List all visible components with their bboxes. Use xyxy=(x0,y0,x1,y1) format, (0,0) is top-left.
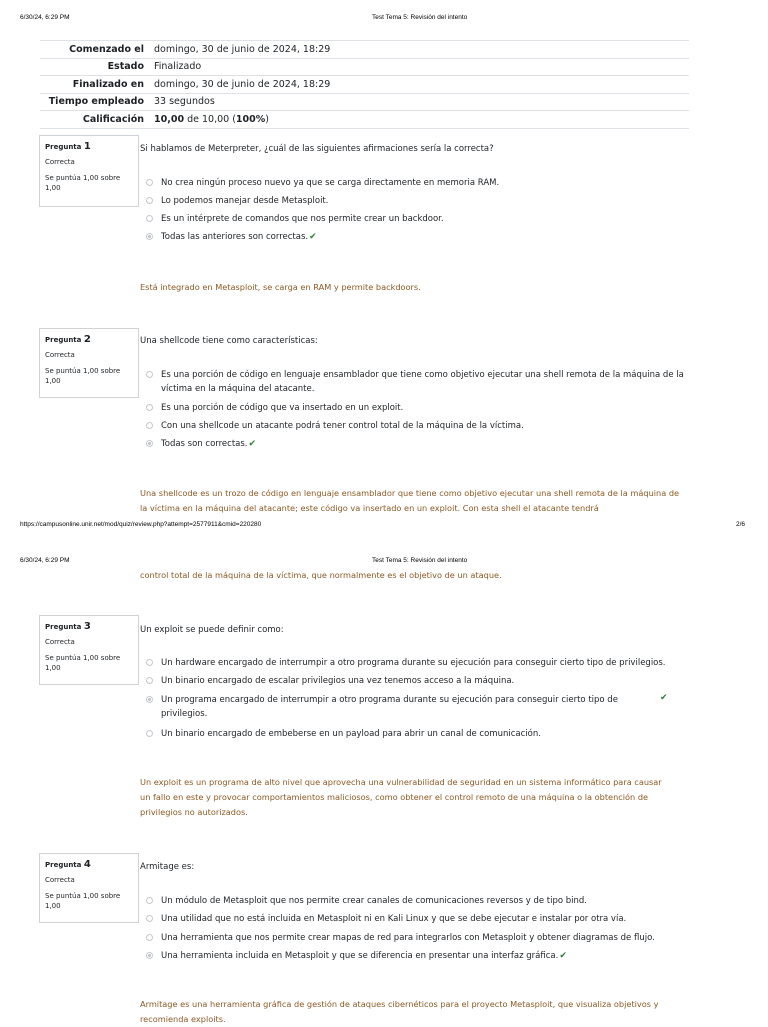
question-state: Correcta xyxy=(45,637,75,646)
radio-button[interactable] xyxy=(146,179,153,186)
radio-button-checked[interactable] xyxy=(146,696,153,703)
question-feedback-3: Un exploit es un programa de alto nivel que aprovecha una vulnerabilidad de seguridad en un sistema informático para causar un fallo en este y provocar comportamientos maliciosos, como obtener el control remoto de una máquina o la obtención de privilegios no autorizados. xyxy=(140,777,662,817)
answer-option[interactable]: No crea ningún proceso nuevo ya que se carga directamente en memoria RAM. xyxy=(146,176,499,190)
grade-score: 10,00 xyxy=(154,113,185,125)
question-feedback-4: Armitage es una herramienta gráfica de gestión de ataques cibernéticos para el proyecto Metasploit, que visualiza objetivos y recomienda exploits. xyxy=(140,999,659,1024)
question-text-2: Una shellcode tiene como características: xyxy=(140,336,318,346)
radio-button-checked[interactable] xyxy=(146,233,153,240)
radio-button[interactable] xyxy=(146,659,153,666)
summary-label: Tiempo empleado xyxy=(48,96,144,108)
question-number: Pregunta 4 xyxy=(45,859,91,870)
check-icon: ✔ xyxy=(559,951,567,961)
answer-option-selected[interactable]: Una herramienta incluida en Metasploit y que se diferencia en presentar una interfaz gráfica. ✔ xyxy=(146,949,567,963)
radio-button[interactable] xyxy=(146,915,153,922)
summary-label: Finalizado en xyxy=(72,78,144,90)
answer-option[interactable]: Es una porción de código en lenguaje ensamblador que tiene como objetivo ejecutar una shell remota de la máquina de la víctima en la máquina del atacante. xyxy=(146,368,686,396)
answer-option-selected[interactable]: Un programa encargado de interrumpir a otro programa durante su ejecución para conseguir cierto tipo de privilegios. xyxy=(146,693,646,721)
question-grade: Se puntúa 1,00 sobre 1,00 xyxy=(45,653,121,672)
radio-button-checked[interactable] xyxy=(146,952,153,959)
question-state: Correcta xyxy=(45,350,75,359)
question-feedback-1: Está integrado en Metasploit, se carga en RAM y permite backdoors. xyxy=(140,282,421,292)
print-header-date: 6/30/24, 6:29 PM xyxy=(20,557,70,564)
summary-row-state xyxy=(40,59,689,77)
radio-button[interactable] xyxy=(146,730,153,737)
summary-value: 33 segundos xyxy=(154,96,215,108)
summary-value: domingo, 30 de junio de 2024, 18:29 xyxy=(154,43,331,55)
answer-option[interactable]: Es una porción de código que va insertado en un exploit. xyxy=(146,401,403,415)
summary-label: Comenzado el xyxy=(69,43,144,55)
summary-row-started xyxy=(40,41,689,59)
answer-option[interactable]: Un hardware encargado de interrumpir a otro programa durante su ejecución para conseguir cierto tipo de privilegios. xyxy=(146,656,666,670)
summary-row-time-taken xyxy=(40,94,689,112)
print-header-title: Test Tema 5: Revisión del intento xyxy=(372,557,468,564)
grade-percent: 100% xyxy=(235,113,266,125)
summary-row-grade xyxy=(40,111,689,129)
check-icon: ✔ xyxy=(309,232,317,242)
summary-row-finished xyxy=(40,76,689,94)
summary-label: Calificación xyxy=(82,113,144,125)
radio-button[interactable] xyxy=(146,197,153,204)
grade-close: ) xyxy=(265,113,269,125)
print-footer-url: https://campusonline.unir.net/mod/quiz/review.php?attempt=2577911&cmid=220280 xyxy=(20,521,262,528)
question-state: Correcta xyxy=(45,875,75,884)
question-info-3 xyxy=(39,615,139,685)
grade-max: de 10,00 ( xyxy=(184,113,236,125)
question-number: Pregunta 1 xyxy=(45,141,91,152)
answer-option[interactable]: Un binario encargado de escalar privilegios una vez tenemos acceso a la máquina. xyxy=(146,674,514,688)
answer-option[interactable]: Es un intérprete de comandos que nos permite crear un backdoor. xyxy=(146,212,444,226)
question-info-2 xyxy=(39,328,139,398)
print-page-2 xyxy=(0,550,768,1024)
question-grade: Se puntúa 1,00 sobre 1,00 xyxy=(45,173,121,192)
print-footer-page: 2/6 xyxy=(736,521,746,528)
radio-button[interactable] xyxy=(146,677,153,684)
question-feedback-2: Una shellcode es un trozo de código en lenguaje ensamblador que tiene como objetivo ejecutar una shell remota de la máquina de la víctima en la máquina del atacante; este código va insertado en un exploit. Con esta shell el atacante tendrá xyxy=(140,488,680,513)
answer-option[interactable]: Un binario encargado de embeberse en un payload para abrir un canal de comunicación. xyxy=(146,727,541,741)
answer-option-selected[interactable]: Todas las anteriores son correctas. ✔ xyxy=(146,230,317,244)
radio-button[interactable] xyxy=(146,934,153,941)
question-info-1 xyxy=(39,135,139,207)
radio-button[interactable] xyxy=(146,404,153,411)
question-info-4 xyxy=(39,853,139,923)
radio-button[interactable] xyxy=(146,215,153,222)
summary-value xyxy=(154,114,689,125)
answer-option[interactable]: Un módulo de Metasploit que nos permite crear canales de comunicaciones reversos y de tipo bind. xyxy=(146,894,587,908)
radio-button[interactable] xyxy=(146,897,153,904)
question-number: Pregunta 3 xyxy=(45,621,91,632)
question-text-3: Un exploit se puede definir como: xyxy=(140,625,284,635)
answer-option[interactable]: Una herramienta que nos permite crear mapas de red para integrarlos con Metasploit y obtener diagramas de flujo. xyxy=(146,931,655,945)
check-icon: ✔ xyxy=(660,693,668,703)
answer-option[interactable]: Lo podemos manejar desde Metasploit. xyxy=(146,194,328,208)
question-state: Correcta xyxy=(45,157,75,166)
question-grade: Se puntúa 1,00 sobre 1,00 xyxy=(45,366,121,385)
summary-value: Finalizado xyxy=(154,61,202,73)
attempt-summary-table xyxy=(40,40,689,129)
answer-option[interactable]: Con una shellcode un atacante podrá tener control total de la máquina de la víctima. xyxy=(146,419,524,433)
radio-button[interactable] xyxy=(146,422,153,429)
print-header-title: Test Tema 5: Revisión del intento xyxy=(372,14,468,21)
question-grade: Se puntúa 1,00 sobre 1,00 xyxy=(45,891,121,910)
summary-value: domingo, 30 de junio de 2024, 18:29 xyxy=(154,78,331,90)
answer-option[interactable]: Una utilidad que no está incluida en Metasploit ni en Kali Linux y que se debe ejecutar e instalar por otra vía. xyxy=(146,912,626,926)
question-text-4: Armitage es: xyxy=(140,862,195,872)
print-header-date: 6/30/24, 6:29 PM xyxy=(20,14,70,21)
question-number: Pregunta 2 xyxy=(45,334,91,345)
answer-option-selected[interactable]: Todas son correctas. ✔ xyxy=(146,437,256,451)
radio-button[interactable] xyxy=(146,371,153,378)
summary-label: Estado xyxy=(107,61,144,73)
radio-button-checked[interactable] xyxy=(146,440,153,447)
check-icon: ✔ xyxy=(248,439,257,449)
question-text-1: Si hablamos de Meterpreter, ¿cuál de las siguientes afirmaciones sería la correcta? xyxy=(140,144,494,154)
question-feedback-2-continued: control total de la máquina de la víctima, que normalmente es el objetivo de un ataque. xyxy=(140,570,502,580)
